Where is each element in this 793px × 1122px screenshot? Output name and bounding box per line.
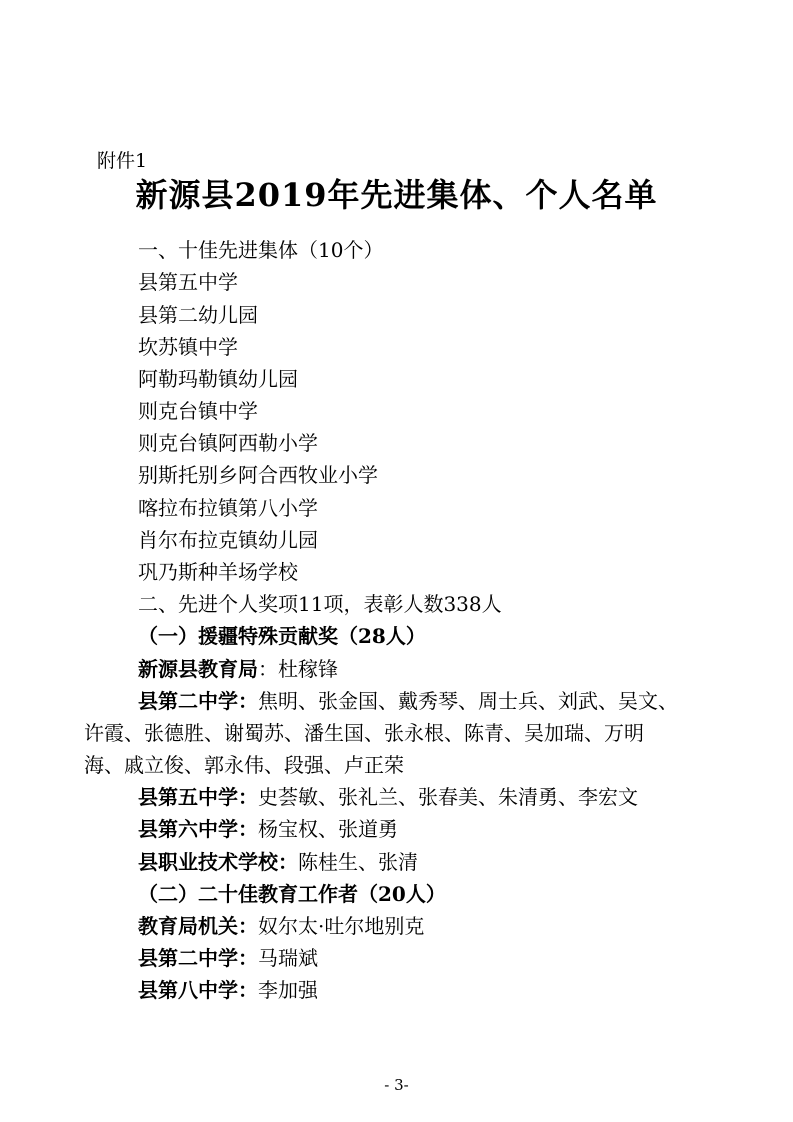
entry-unit: 新源县教育局 — [138, 657, 258, 681]
entry-unit: 县第八中学： — [138, 978, 258, 1002]
list-item: 则克台镇阿西勒小学 — [138, 431, 318, 455]
award-entry — [138, 781, 638, 813]
entry-names: 焦明、张金国、戴秀琴、周士兵、刘武、吴文、 — [258, 689, 678, 713]
entry-names-continued: 海、戚立俊、郭永伟、段强、卢正荣 — [84, 753, 404, 777]
entry-names: 奴尔太·吐尔地别克 — [258, 914, 425, 938]
entry-names: 李加强 — [258, 978, 318, 1002]
entry-names: 杨宝权、张道勇 — [258, 817, 398, 841]
entry-unit: 教育局机关： — [138, 914, 258, 938]
entry-names: 陈桂生、张清 — [298, 850, 418, 874]
award-entry — [138, 974, 318, 1006]
list-item: 县第五中学 — [138, 270, 238, 294]
award1-heading: （一）援疆特殊贡献奖（28人） — [138, 624, 426, 648]
document-title: 新源县2019年先进集体、个人名单 — [135, 176, 658, 214]
award-entry — [138, 813, 398, 845]
list-item: 阿勒玛勒镇幼儿园 — [138, 367, 298, 391]
entry-names: ：杜稼锋 — [258, 657, 338, 681]
award-entry — [138, 653, 338, 685]
entry-unit: 县职业技术学校： — [138, 850, 298, 874]
list-item: 别斯托别乡阿合西牧业小学 — [138, 463, 378, 487]
award2-heading: （二）二十佳教育工作者（20人） — [138, 882, 446, 906]
entry-names: 马瑞斌 — [258, 946, 318, 970]
list-item: 巩乃斯种羊场学校 — [138, 560, 298, 584]
award-entry — [138, 942, 318, 974]
entry-unit: 县第六中学： — [138, 817, 258, 841]
attachment-label: 附件1 — [97, 150, 148, 172]
section2-heading: 二、先进个人奖项11项，表彰人数338人 — [138, 592, 502, 616]
entry-unit: 县第二中学： — [138, 689, 258, 713]
list-item: 肖尔布拉克镇幼儿园 — [138, 528, 318, 552]
award-entry — [138, 685, 678, 717]
list-item: 坎苏镇中学 — [138, 335, 238, 359]
award-entry — [138, 910, 424, 942]
list-item: 县第二幼儿园 — [138, 303, 258, 327]
entry-names: 史荟敏、张礼兰、张春美、朱清勇、李宏文 — [258, 785, 638, 809]
entry-unit: 县第二中学： — [138, 946, 258, 970]
section1-heading: 一、十佳先进集体（10个） — [138, 238, 384, 262]
entry-unit: 县第五中学： — [138, 785, 258, 809]
award-entry — [138, 846, 418, 878]
page-number: - 3- — [384, 1076, 409, 1094]
list-item: 喀拉布拉镇第八小学 — [138, 496, 318, 520]
list-item: 则克台镇中学 — [138, 399, 258, 423]
entry-names-continued: 许霞、张德胜、谢蜀苏、潘生国、张永根、陈青、吴加瑞、万明 — [84, 721, 644, 745]
